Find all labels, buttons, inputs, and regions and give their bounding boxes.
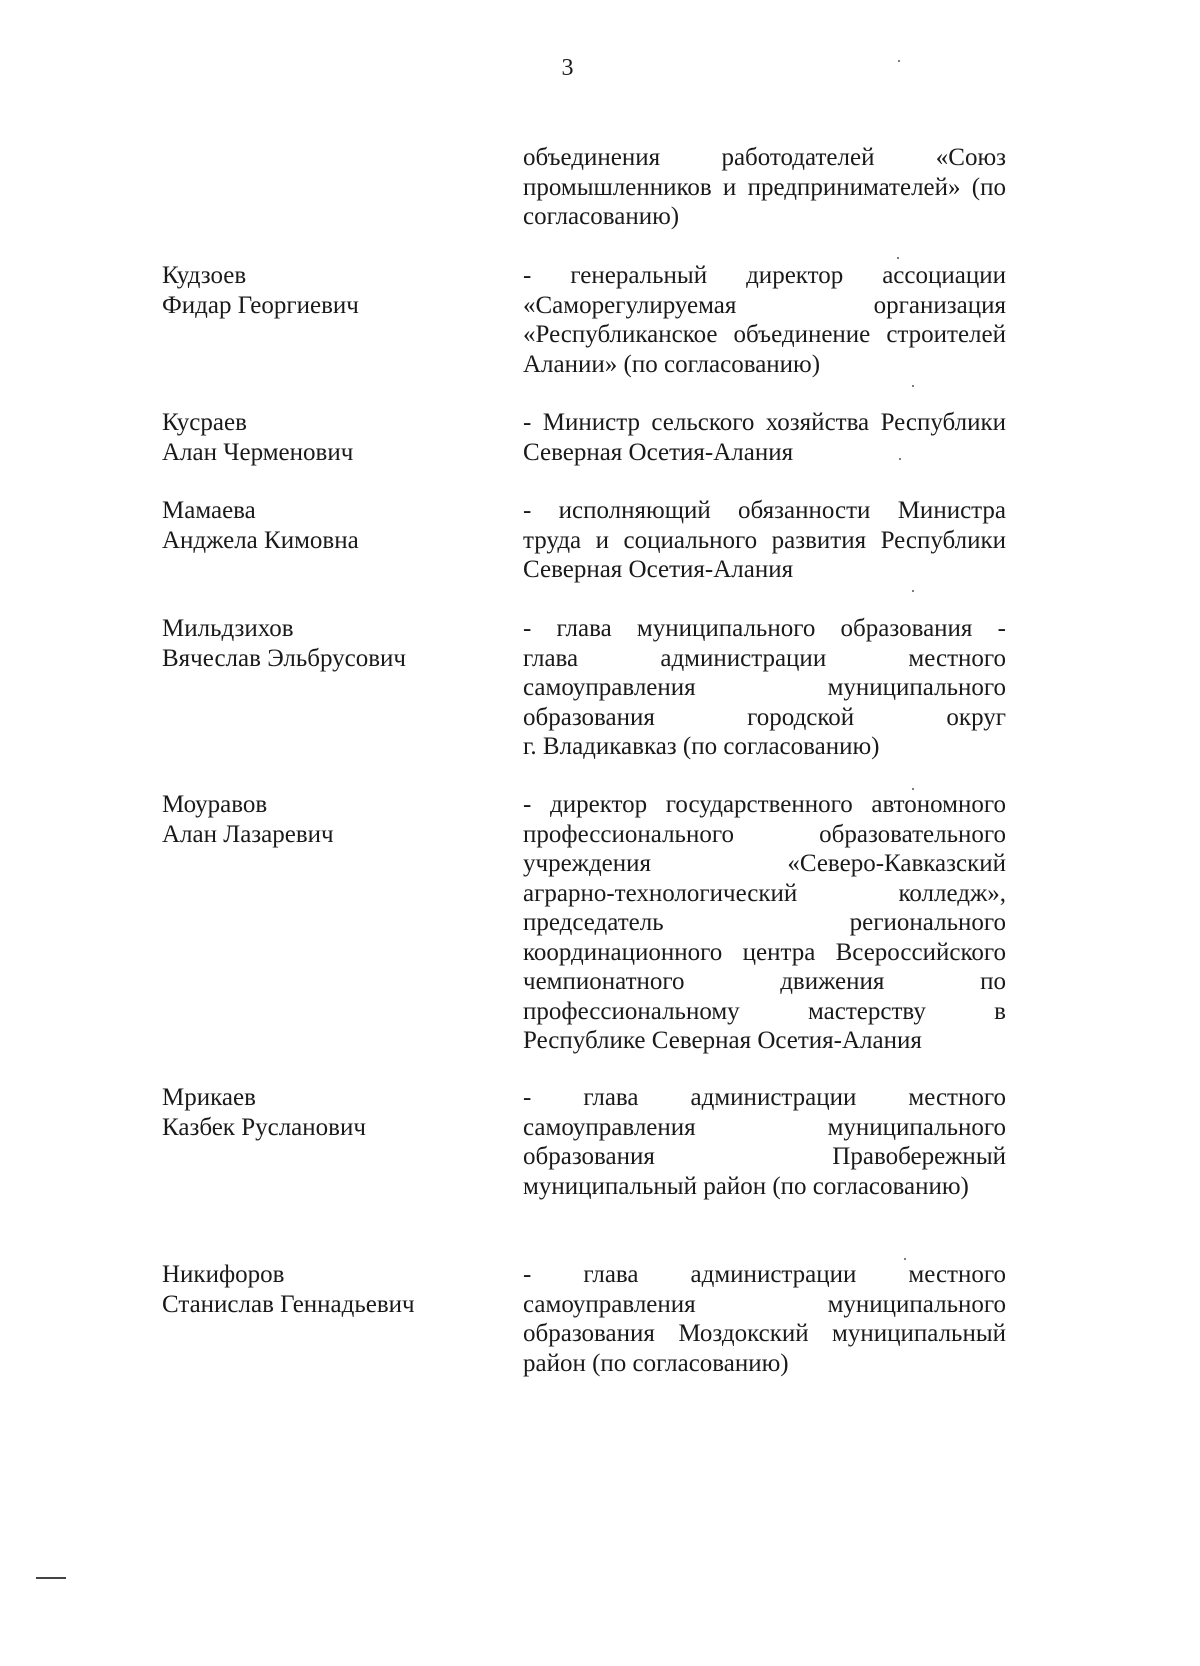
- role-line: Северная Осетия-Алания: [523, 556, 794, 583]
- member-given-name: Анджела Кимовна: [162, 526, 359, 554]
- role-line: промышленников и предпринимателей» (по: [523, 173, 1006, 201]
- page-number: 3: [561, 55, 574, 81]
- role-line: самоуправления муниципального: [523, 674, 1006, 701]
- member-given-name: Вячеслав Эльбрусович: [162, 644, 406, 672]
- scan-speck: [898, 60, 900, 62]
- role-line: Алании» (по согласованию): [523, 350, 821, 378]
- member-role: [523, 790, 1006, 1056]
- member-surname: Моуравов: [162, 791, 268, 818]
- role-line: - глава администрации местного: [523, 1261, 1006, 1288]
- member-role: [523, 261, 1006, 379]
- scan-speck: [897, 257, 899, 259]
- role-line: «Саморегулируемая организация: [523, 291, 1006, 319]
- role-line: образования городской округ: [523, 703, 1006, 731]
- role-line: профессионального образовательного: [523, 820, 1006, 848]
- continuation-role-text: [523, 143, 1006, 232]
- member-name: [162, 1260, 492, 1319]
- role-line: - глава администрации местного: [523, 1084, 1006, 1111]
- role-line: профессиональному мастерству в: [523, 997, 1006, 1025]
- member-name: [162, 614, 492, 673]
- member-given-name: Алан Черменович: [162, 438, 354, 466]
- member-role: [523, 496, 1006, 585]
- member-surname: Никифоров: [162, 1261, 285, 1288]
- role-line: Северная Осетия-Алания: [523, 438, 794, 466]
- member-name: [162, 408, 492, 467]
- member-surname: Кусраев: [162, 409, 247, 436]
- member-role: [523, 614, 1006, 762]
- role-line: образования Правобережный: [523, 1143, 1006, 1170]
- role-line: муниципальный район (по согласованию): [523, 1172, 969, 1200]
- role-line: координационного центра Всероссийского: [523, 938, 1006, 966]
- role-line: глава администрации местного: [523, 644, 1006, 672]
- scan-speck: [912, 385, 914, 387]
- member-name: [162, 1083, 492, 1142]
- member-role: [523, 1260, 1006, 1378]
- scan-speck: [904, 1258, 906, 1260]
- scan-speck: [912, 788, 914, 790]
- member-given-name: Станислав Геннадьевич: [162, 1290, 415, 1318]
- member-given-name: Фидар Георгиевич: [162, 291, 359, 319]
- member-given-name: Алан Лазаревич: [162, 820, 334, 848]
- role-line: Республике Северная Осетия-Алания: [523, 1027, 922, 1054]
- member-name: [162, 790, 492, 849]
- scan-speck: [912, 590, 914, 592]
- scan-speck: [899, 458, 901, 460]
- role-line: - генеральный директор ассоциации: [523, 262, 1006, 289]
- role-line: - директор государственного автономного: [523, 791, 1006, 818]
- member-given-name: Казбек Русланович: [162, 1113, 366, 1141]
- member-surname: Кудзоев: [162, 262, 247, 289]
- role-line: учреждения «Северо-Кавказский: [523, 850, 1006, 877]
- member-surname: Мильдзихов: [162, 615, 294, 642]
- member-surname: Мамаева: [162, 497, 256, 524]
- role-line: - Министр сельского хозяйства Республики: [523, 409, 1006, 436]
- member-role: [523, 1083, 1006, 1201]
- role-line: - исполняющий обязанности Министра: [523, 497, 1006, 524]
- role-line: г. Владикавказ (по согласованию): [523, 733, 880, 760]
- role-line: самоуправления муниципального: [523, 1290, 1006, 1318]
- role-line: согласованию): [523, 203, 680, 230]
- role-line: - глава муниципального образования -: [523, 615, 1006, 642]
- scan-edge-mark: [36, 1577, 66, 1579]
- member-name: [162, 261, 492, 320]
- member-name: [162, 496, 492, 555]
- member-role: [523, 408, 1006, 467]
- member-surname: Мрикаев: [162, 1084, 256, 1111]
- role-line: труда и социального развития Республики: [523, 526, 1006, 554]
- role-line: самоуправления муниципального: [523, 1113, 1006, 1141]
- role-line: чемпионатного движения по: [523, 968, 1006, 995]
- role-line: аграрно-технологический колледж»,: [523, 879, 1006, 907]
- role-line: образования Моздокский муниципальный: [523, 1320, 1006, 1347]
- role-line: район (по согласованию): [523, 1349, 789, 1377]
- role-line: председатель регионального: [523, 909, 1006, 936]
- role-line: объединения работодателей «Союз: [523, 144, 1006, 171]
- role-line: «Республиканское объединение строителей: [523, 321, 1006, 348]
